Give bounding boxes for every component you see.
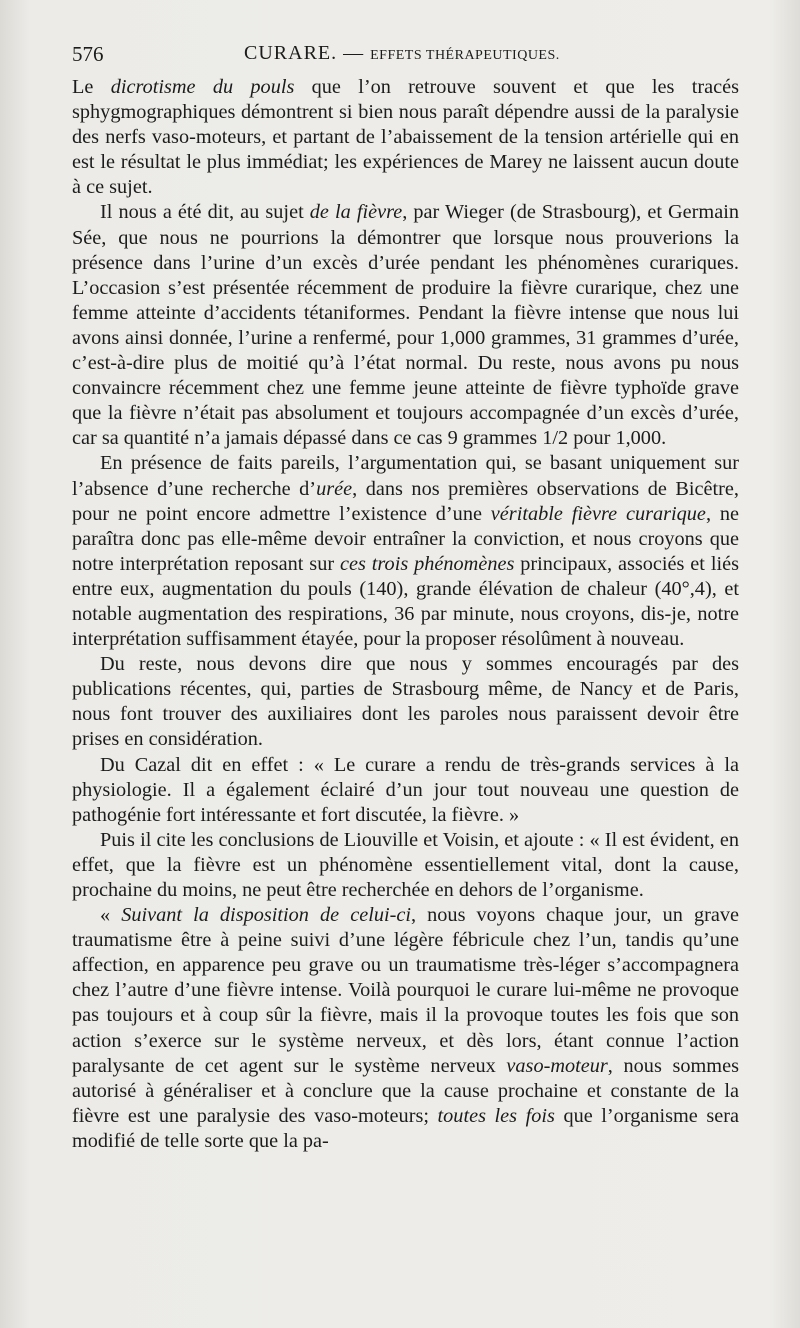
body-text [72,75,739,1154]
page-header [72,42,740,70]
text-run: Le [72,76,111,98]
text-run: « [100,904,122,927]
paragraph [72,828,739,903]
paragraph [72,200,739,451]
running-title-main: CURARE. [244,42,338,64]
text-run: que l’organisme sera modifié de telle sorte que la pa- [72,1104,739,1152]
text-run: Puis il cite les conclusions de Liouville et Voisin, et ajoute : « Il est évident, en effet, que la fièvre est un phénomène essentiellement vital, dont la cause, prochaine du moins, ne peut être recherchée en dehors de l’organisme. [72,828,739,901]
text-run: , dans nos premières observations de Bicêtre, pour ne point encore admettre l’existence d’une [72,477,739,525]
text-run-italic: urée [316,477,353,500]
text-run: que l’on retrouve souvent et que les tracés sphygmographiques démontrent si bien nous paraît dépendre aussi de la paralysie des nerfs vaso-moteurs, et partant de l’abaissement de la tension artérielle qui en est le résultat le plus immédiat; les expériences de Marey ne laissent aucun doute à ce sujet. [72,76,739,199]
text-run: , ne paraîtra donc pas elle-même devoir entraîner la conviction, et nous croyons que notre interprétation reposant sur [72,502,739,575]
text-run-italic: dicrotisme du pouls [110,76,295,98]
paragraph [72,652,739,752]
text-run-italic: vaso-moteur [506,1054,608,1077]
paragraph [72,903,739,1154]
running-title-subtitle: EFFETS THÉRAPEUTIQUES. [370,48,560,63]
text-run: , nous voyons chaque jour, un grave traumatisme être à peine suivi d’une légère fébricule chez l’un, tandis qu’une affection, en apparence peu grave ou un traumatisme très-léger s’accompagnera chez l’autre d’une fièvre intense. Voilà pourquoi le curare lui-même ne provoque pas toujours et à coup sûr la fièvre, mais il la provoque toutes les fois que son action s’exerce sur le système nerveux, et dès lors, étant connue l’action paralysante de cet agent sur le système nerveux [72,904,739,1077]
text-run: Du Cazal dit en effet : « Le curare a rendu de très-grands services à la physiologie. Il a également éclairé d’un jour tout nouveau une question de pathogénie fort intéressante et fort discutée, la fièvre. » [72,753,739,826]
text-run: Du reste, nous devons dire que nous y sommes encouragés par des publications récentes, qui, parties de Strasbourg même, de Nancy et de Paris, nous font trouver des auxiliaires dont les paroles nous paraissent devoir être prises en considération. [72,653,739,751]
paragraph [72,75,739,200]
text-run: En présence de faits pareils, l’argumentation qui, se basant uniquement sur l’absence d’une recherche d’ [72,452,739,500]
text-run-italic: véritable fièvre curarique [490,502,706,525]
running-title [244,42,560,65]
text-run-italic: toutes les fois [437,1104,555,1127]
text-run-italic: ces trois phénomènes [339,552,515,575]
paragraph [72,753,739,828]
text-run: principaux, associés et liés entre eux, augmentation du pouls (140), grande élévation de chaleur (40°,4), et notable augmentation des respirations, 36 par minute, nous croyons, dis-je, notre interprétation suffisamment étayée, pour la proposer résolûment à nouveau. [72,552,739,651]
paragraph [72,451,739,652]
page-number: 576 [72,42,104,66]
text-run: Il nous a été dit, au sujet [100,201,310,224]
text-run-italic: de la fièvre [309,201,403,224]
text-run: , par Wieger (de Strasbourg), et Germain Sée, que nous ne pourrions la démontrer que lorsque nous prouverions la présence dans l’urine d’un excès d’urée pendant les phénomènes curariques. L’occasion s’est présentée récemment de produire la fièvre curarique, chez une femme atteinte d’accidents tétaniformes. Pendant la fièvre intense que nous lui avons ainsi donnée, l’urine a renfermé, pour 1,000 grammes, 31 grammes d’urée, c’est-à-dire plus de moitié qu’à l’état normal. Du reste, nous avons pu nous convaincre récemment chez une femme jeune atteinte de fièvre typhoïde grave que la fièvre n’était pas absolument et toujours accompagnée d’un excès d’urée, car sa quantité n’a jamais dépassé dans ce cas 9 grammes 1/2 pour 1,000. [72,201,739,450]
text-run-italic: Suivant la disposition de celui-ci [121,904,412,927]
running-title-separator: — [343,42,365,64]
text-run: , nous sommes autorisé à généraliser et à conclure que la cause prochaine et constante de la fièvre est une paralysie des vaso-moteurs; [72,1054,739,1127]
